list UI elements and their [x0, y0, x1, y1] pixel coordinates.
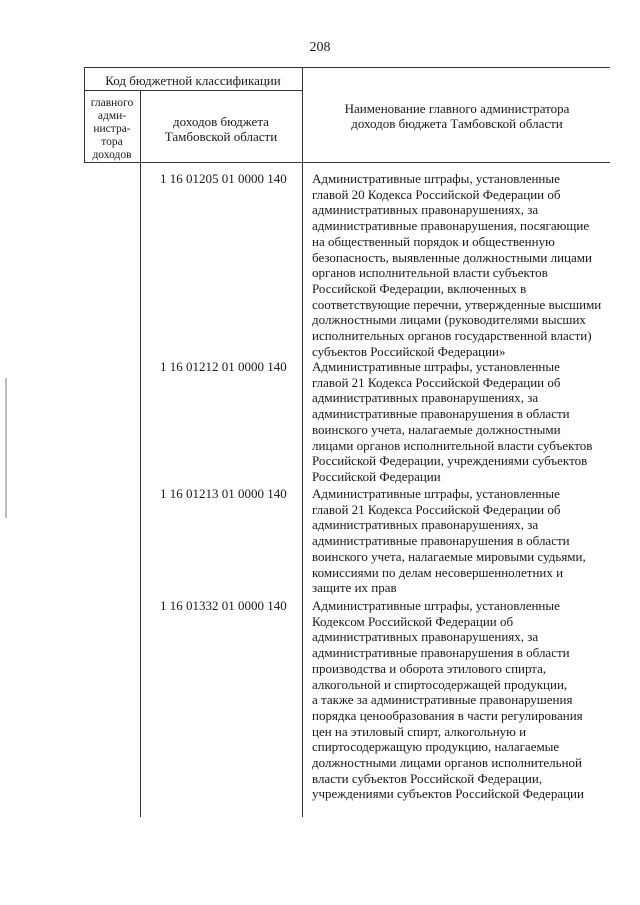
row-code: 1 16 01212 01 0000 140 — [160, 359, 287, 374]
row-code: 1 16 01213 01 0000 140 — [160, 486, 287, 501]
page-number: 208 — [309, 40, 331, 55]
name-column-divider — [302, 67, 303, 817]
row-description: Административные штрафы, установленные Кодексом Российской Федерации об административных правонарушениях, за административные правонарушения в области производства и оборота этилового спирта, алкогольной и спиртосодержащей продукции, а также за административные правонарушения порядка ценообразования в части регулирования цен на этиловый спирт, алкогольную и спиртосодержащую продукцию, налагаемые должностными лицами органов исполнительной власти субъектов Российской Федерации, учреждениями субъектов Российской Федерации — [312, 598, 584, 802]
code-group-title: Код бюджетной классификации — [105, 73, 281, 88]
code-group-divider — [84, 90, 302, 91]
table-left-border — [84, 67, 85, 162]
admin-column-divider — [140, 90, 141, 817]
row-description: Административные штрафы, установленные главой 20 Кодекса Российской Федерации об административных правонарушениях, за административные правонарушения, посягающие на общественный порядок и общественную безопасность, выявленные должностными лицами органов исполнительной власти субъектов Российской Федерации, включенных в соответствующие перечни, утвержденные высшими должностными лицами (руководителями высших исполнительных органов государственной власти) субъектов Российской Федерации» — [312, 171, 602, 359]
name-column-header: Наименование главного администратора доходов бюджета Тамбовской области — [344, 101, 570, 131]
header-bottom-border — [84, 162, 610, 163]
admin-column-header: главного адми- нистра- тора доходов — [90, 97, 134, 161]
row-code: 1 16 01332 01 0000 140 — [160, 598, 287, 613]
row-description: Административные штрафы, установленные главой 21 Кодекса Российской Федерации об административных правонарушениях, за административные правонарушения в области воинского учета, налагаемые должностными лицами органов исполнительной власти субъектов Российской Федерации, учреждениями субъектов Российской Федерации — [312, 359, 593, 484]
table-top-border — [84, 67, 610, 68]
row-code: 1 16 01205 01 0000 140 — [160, 171, 287, 186]
income-column-header: доходов бюджета Тамбовской области — [164, 114, 278, 144]
row-description: Административные штрафы, установленные главой 21 Кодекса Российской Федерации об административных правонарушениях, за административные правонарушения в области воинского учета, налагаемые мировыми судьями, комиссиями по делам несовершеннолетних и защите их прав — [312, 486, 586, 596]
scan-margin-mark — [5, 378, 7, 518]
